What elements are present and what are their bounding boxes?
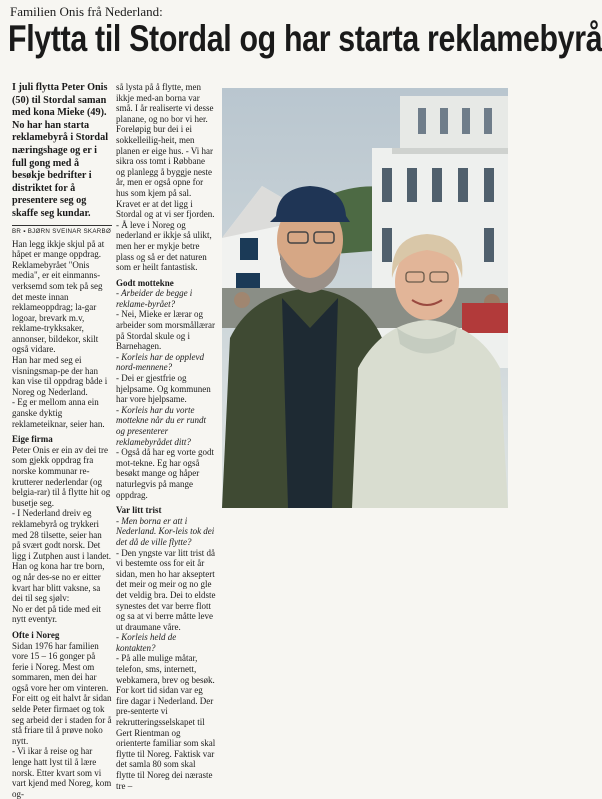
column-1-body — [12, 239, 112, 799]
paragraph: - Dei er gjestfrie og hjelpsame. Og kommunen har vore hjelpsame. — [116, 373, 211, 405]
column-2 — [116, 82, 216, 791]
article-photo — [222, 88, 508, 508]
paragraph: Han legg ikkje skjul på at håpet er mange oppdrag. Reklamebyrået "Onis media", er eit einmanns-verksemd som tek på seg det meste innan reklameoppdrag; la-gar logoar, brevark m.v, reklame-trykksaker, annonser, bildekor, skilt også vidare. — [12, 238, 105, 355]
kicker: Familien Onis frå Nederland: — [10, 4, 163, 19]
paragraph: - Korleis har du vorte mottekne når du er rundt og presenterer reklamebyrådet ditt? — [116, 404, 206, 447]
paragraph: Han har med seg ei visningsmap-pe der han kan vise til oppdrag både i Noreg og Nederland. — [12, 355, 108, 397]
paragraph: - Eg er mellom anna ein ganske dyktig reklameteiknar, seier han. — [12, 397, 105, 429]
paragraph: No er det på tide med eit nytt eventyr. — [12, 603, 101, 625]
paragraph: - Vi ikar å reise og har lenge hatt lyst til å lære norsk. Etter kvart som vi vart kjend med Noreg, kom og- — [12, 746, 112, 799]
column-1 — [12, 82, 112, 799]
couple-photo-icon — [222, 88, 508, 508]
paragraph: - Å leve i Noreg og nederland er ikkje så ulikt, men her er mykje betre plass og så er det naturen som er heilt fantastisk. — [116, 219, 212, 273]
paragraph: - Korleis har de opplevd nord-mennene? — [116, 351, 204, 373]
paragraph: - Korleis held de kontakten? — [116, 632, 177, 653]
paragraph: - I Nederland dreiv eg reklamebyrå og trykkeri med 28 tilsette, seier han på svært godt norsk. Det ligg i Zutphen aust i landet. Han og kona har tre born, og når des-se no er eitter kvart har blitt vaksne, sa dei til seg sjølv: — [12, 508, 111, 604]
paragraph: - Den yngste var litt trist då vi bestemte oss for eit år sidan, men ho har akseptert det meir og meir og no gle det veldig bra. Dei to eldste synestes det var berre flott og sa at vi berre måtte leve ut draumane våre. — [116, 547, 216, 632]
subheading: Ofte i Noreg — [12, 629, 60, 640]
paragraph: - Men borna er att i Nederland. Kor-leis tok dei det då de ville flytte? — [116, 515, 215, 547]
lead-paragraph: I juli flytta Peter Onis (50) til Stordal saman med kona Mieke (49). No har han starta reklamebyrå i Stordal næringshage og er i full gong med å besøkje bedrifter i distriktet for å presentere seg og skaffe seg kundar. — [12, 82, 109, 219]
headline: Flytta til Stordal og har starta reklamebyrå — [8, 18, 602, 59]
subheading: Var litt trist — [116, 505, 162, 516]
column-2-body — [116, 82, 216, 791]
paragraph: - Arbeider de begge i reklame-byrået? — [116, 288, 193, 309]
paragraph: Sidan 1976 har familien vore 15 – 16 gonger på ferie i Noreg. Mest om sommaren, men dei har også vore her om vinteren. For eitt og eit halvt år sidan selde Peter firmaet og tok seg arbeid der i staden for å stå friare til å prøve noko nytt. — [12, 640, 112, 746]
paragraph: - Også då har eg vorte godt mot-tekne. Eg har også besøkt mange og håper naturlegvis på mange oppdrag. — [116, 447, 214, 500]
paragraph: Peter Onis er ein av dei tre som gjekk oppdrag fra norske kommunar re-krutterer nederlendar (og belgia-rar) til å flytte hit og busetje seg. — [12, 444, 111, 508]
paragraph: - På alle mulige måtar, telefon, sms, internett, webkamera, brev og besøk. For kort tid sidan var eg fire dagar i Nederland. Der pre-senterte vi rekrutteringsselskapet til Gert Rientman og orienterte familiar som skal flytte til Noreg. Faktisk var det samla 80 som skal flytte til Noreg dei næraste tre – — [116, 653, 216, 791]
byline: BR ▪ BJØRN SVEINAR SKARBØ — [12, 225, 112, 236]
paragraph: så lysta på å flytte, men ikkje med-an borna var små. I år realiserte vi desse planane, og no bor vi her. Foreløpig bur dei i ei sokkelleilig-heit, men planen er eige hus. - Vi har sikra oss tomt i Røbbane og planlegg å byggje neste år, men er også opne for hus som kjem på sal. Kravet er at det ligg i Stordal og at vi ser fjorden. — [116, 82, 215, 220]
subheading: Godt mottekne — [116, 277, 174, 288]
paragraph: - Nei, Mieke er lærar og arbeider som morsmållærar på Stordal skule og i Barnehagen. — [116, 309, 215, 352]
subheading: Eige firma — [12, 434, 53, 445]
